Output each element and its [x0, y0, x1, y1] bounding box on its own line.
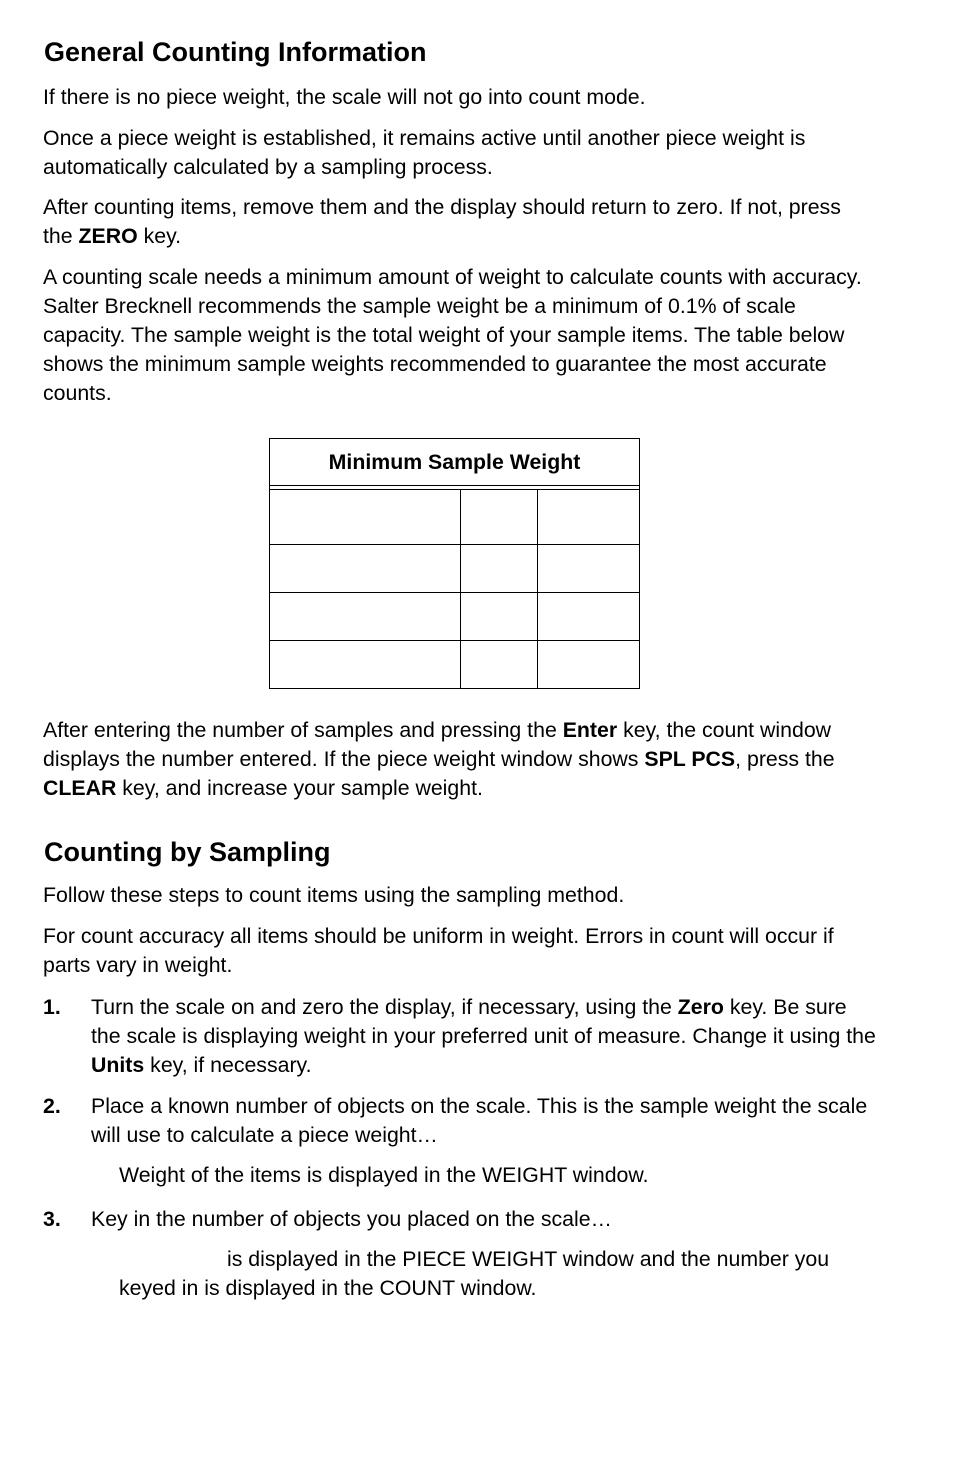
paragraph-follow-steps: Follow these steps to count items using the sampling method. [43, 883, 625, 907]
units-key-label: Units [91, 1053, 145, 1077]
spl-pcs-label: SPL PCS [644, 747, 736, 771]
step-number: 2. [43, 1094, 61, 1118]
section-heading-general: General Counting Information [44, 37, 427, 67]
paragraph-piece-weight-active: Once a piece weight is established, it remains active until another piece weight is automatically calculated by a sampling process. [43, 126, 806, 179]
paragraph-no-piece-weight: If there is no piece weight, the scale will not go into count mode. [43, 85, 646, 109]
step-2-text: Place a known number of objects on the scale. This is the sample weight the scale will use to calculate a piece weight… [91, 1094, 868, 1147]
table-header-divider [270, 489, 639, 490]
paragraph-minimum-weight: A counting scale needs a minimum amount of weight to calculate counts with accuracy. Salter Brecknell recommends the sample weight be a minimum of 0.1% of scale capacity. The sample weight is the total weight of your sample items. The table below shows the minimum sample weights recommended to guarantee the most accurate counts. [43, 265, 862, 405]
paragraph-remove-items: After counting items, remove them and the display should return to zero. If not, press the ZERO key. [43, 195, 841, 248]
table-column-divider [537, 489, 538, 688]
minimum-sample-weight-table [269, 438, 640, 689]
step-2-result: Weight of the items is displayed in the WEIGHT window. [119, 1163, 649, 1187]
table-column-divider [460, 489, 461, 688]
table-row-divider [270, 640, 639, 641]
step-3-result: is displayed in the PIECE WEIGHT window and the number you keyed in is displayed in the COUNT window. [119, 1247, 830, 1300]
paragraph-after-entering: After entering the number of samples and pressing the Enter key, the count window displays the number entered. If the piece weight window shows SPL PCS, press the CLEAR key, and increase your sample weight. [43, 718, 835, 800]
step-1-text: Turn the scale on and zero the display, if necessary, using the Zero key. Be sure the scale is displaying weight in your preferred unit of measure. Change it using the Units key, if necessary. [91, 995, 876, 1077]
table-row-divider [270, 544, 639, 545]
section-heading-sampling: Counting by Sampling [44, 837, 331, 867]
clear-key-label: CLEAR [43, 776, 117, 800]
step-3-text: Key in the number of objects you placed on the scale… [91, 1207, 612, 1231]
table-header: Minimum Sample Weight [270, 439, 639, 486]
zero-key-label: Zero [677, 995, 724, 1019]
table-row-divider [270, 592, 639, 593]
step-number: 1. [43, 995, 61, 1019]
enter-key-label: Enter [562, 718, 618, 742]
paragraph-count-accuracy: For count accuracy all items should be uniform in weight. Errors in count will occur if parts vary in weight. [43, 924, 834, 977]
zero-key-label: ZERO [78, 224, 138, 248]
step-number: 3. [43, 1207, 61, 1231]
